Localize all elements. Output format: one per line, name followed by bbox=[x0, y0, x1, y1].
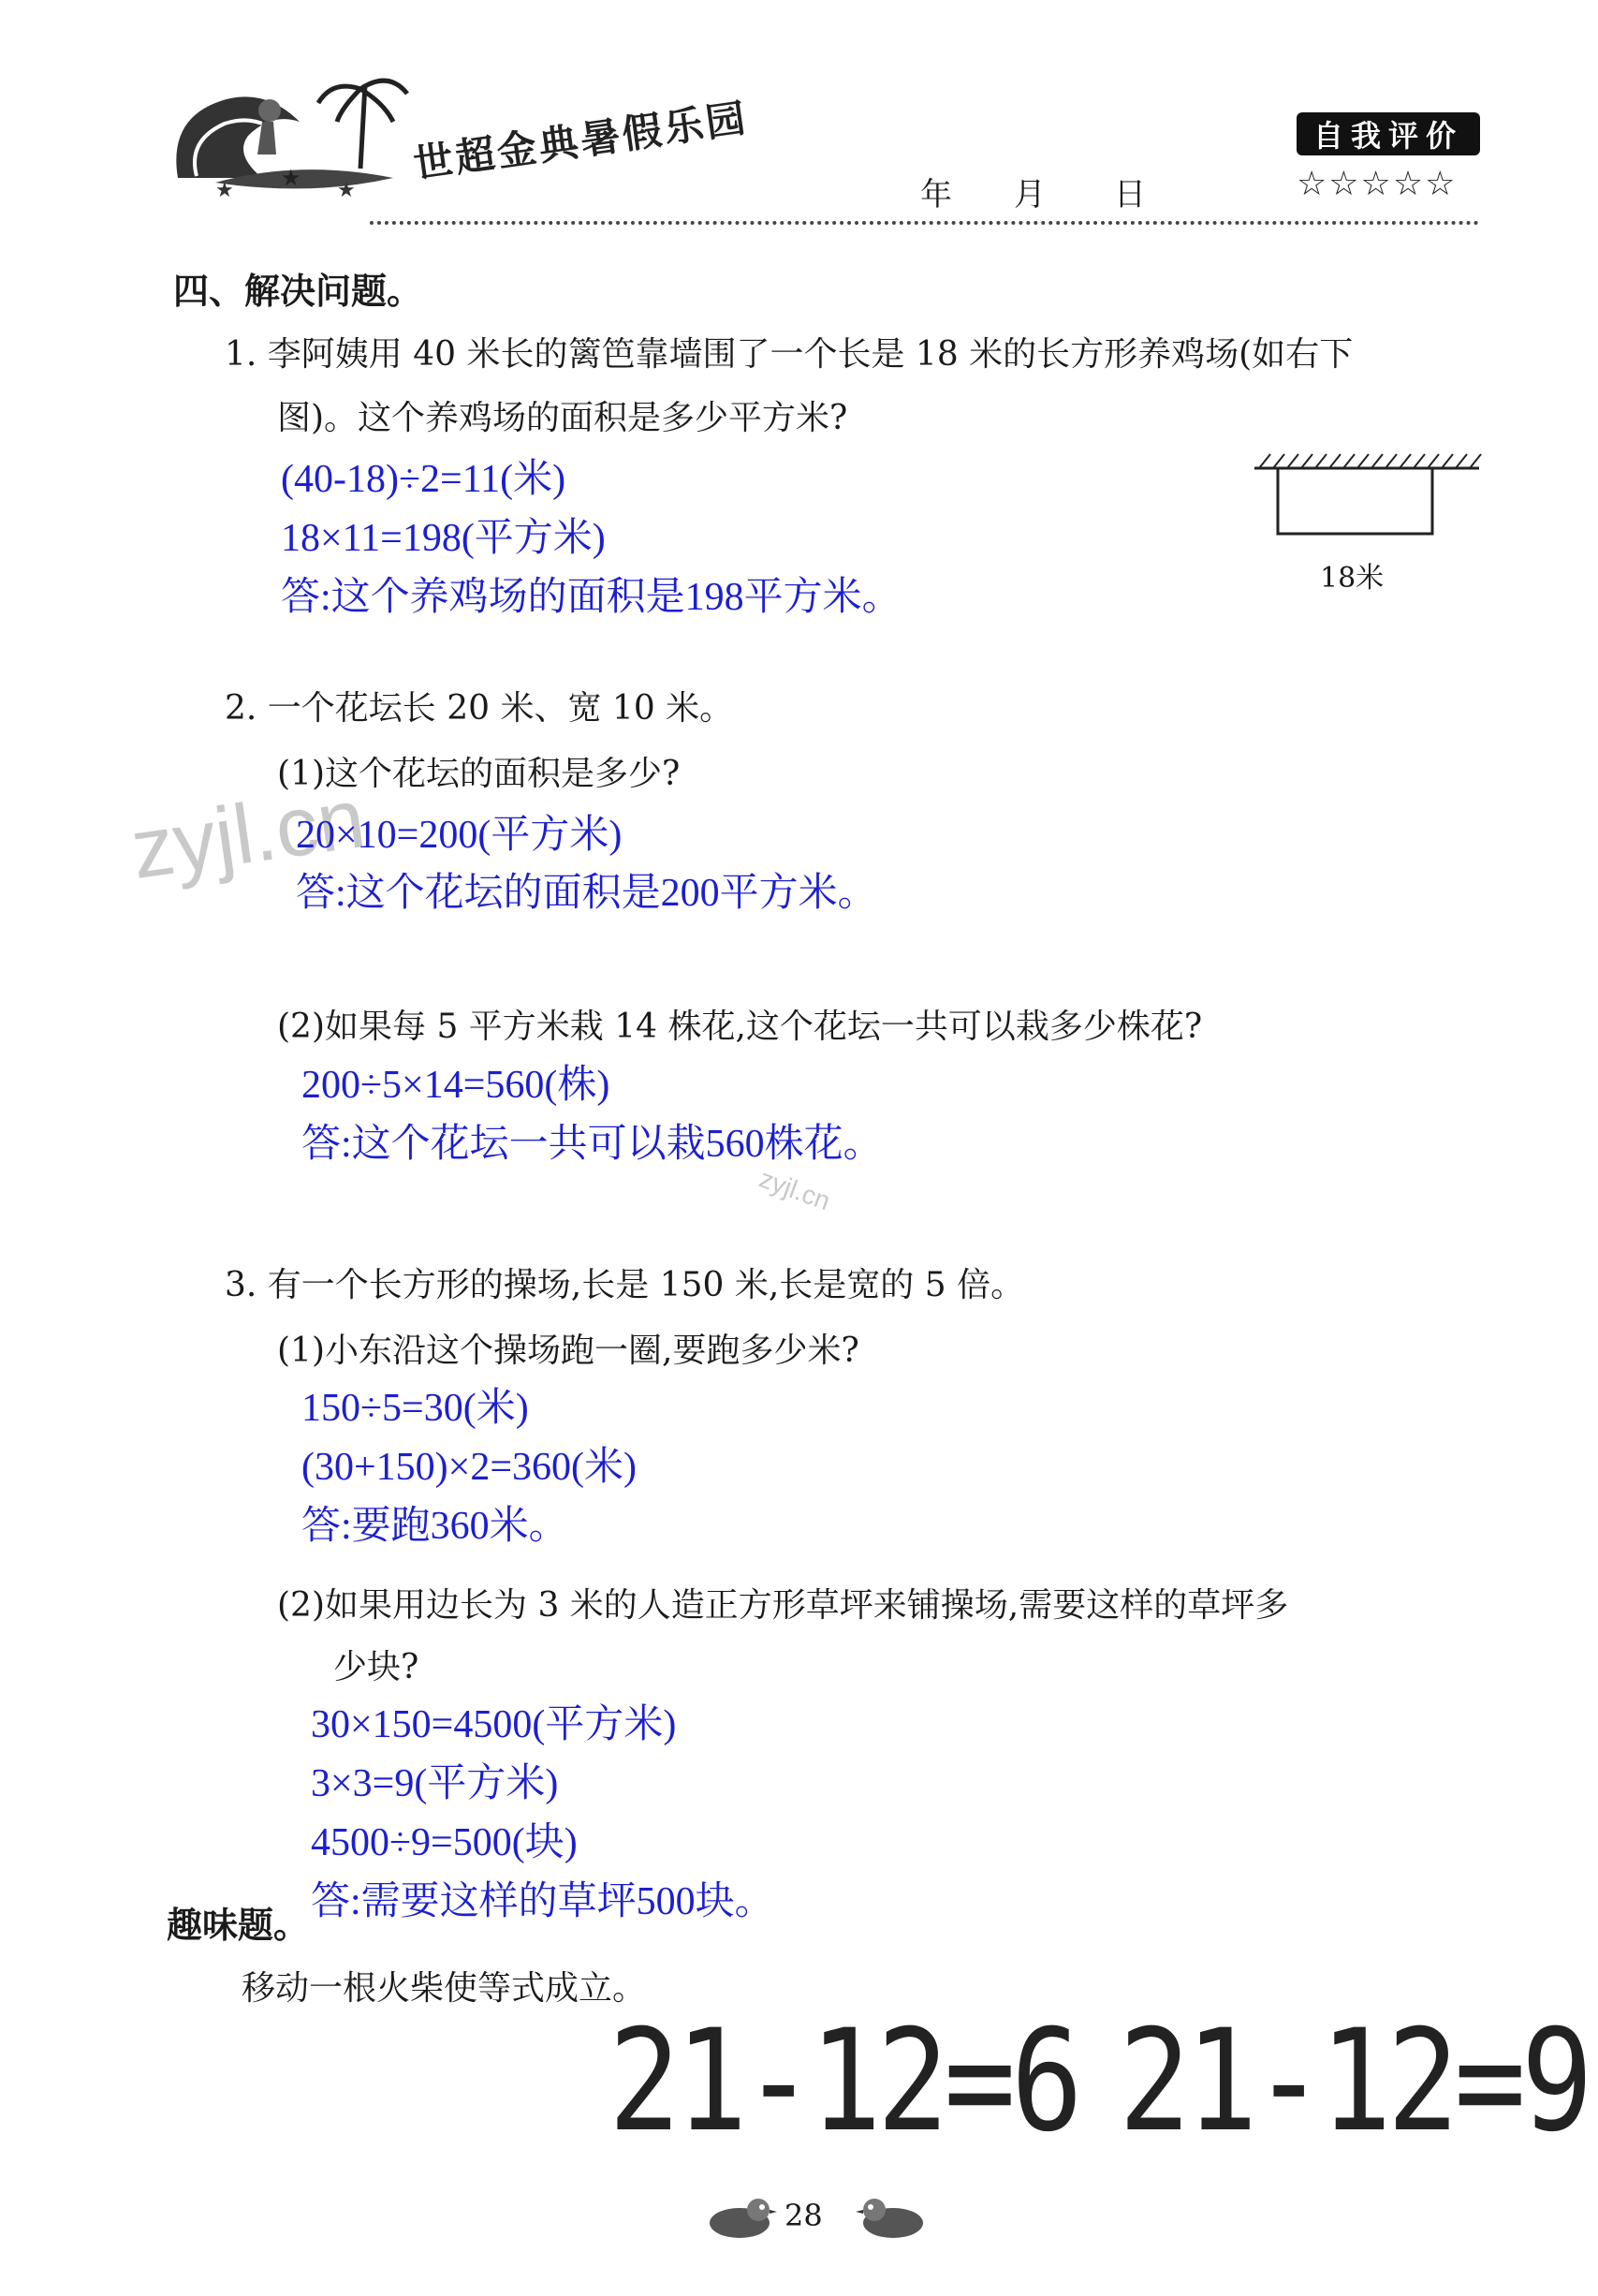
watermark-large: zyjl.cn bbox=[125, 772, 371, 897]
fun-problem-title: 趣味题。 bbox=[167, 1904, 310, 1946]
problem-1-question-line1: 1. 李阿姨用 40 米长的篱笆靠墙围了一个长是 18 米的长方形养鸡场(如右下 bbox=[225, 335, 1354, 374]
problem-3-sub2-question-line2: 少块? bbox=[333, 1648, 419, 1686]
matchstick-equation-original: 21-12=6 bbox=[608, 2000, 1078, 2163]
date-day-label: 日 bbox=[1114, 176, 1146, 213]
problem-3-sub2-question-line1: (2)如果用边长为 3 米的人造正方形草坪来铺操场,需要这样的草坪多 bbox=[277, 1586, 1289, 1625]
svg-text:★: ★ bbox=[337, 179, 356, 202]
date-year-label: 年 bbox=[920, 176, 952, 213]
problem-1-answer-final: 答:这个养鸡场的面积是198平方米。 bbox=[281, 576, 902, 619]
self-eval-label: 自我评价 bbox=[1297, 112, 1480, 155]
self-eval-stars: ☆☆☆☆☆ bbox=[1297, 165, 1458, 203]
svg-text:★: ★ bbox=[215, 179, 234, 202]
matchstick-equation-solution: 21-12=9 bbox=[1119, 2000, 1589, 2163]
section-title: 四、解决问题。 bbox=[173, 270, 423, 312]
problem-2-sub2-answer-step1: 200÷5×14=560(株) bbox=[301, 1064, 610, 1107]
problem-3-sub2-answer-step3: 4500÷9=500(块) bbox=[311, 1821, 578, 1864]
chicken-farm-figure bbox=[1250, 449, 1484, 552]
date-month-label: 月 bbox=[1014, 176, 1046, 213]
problem-2-sub2-answer-final: 答:这个花坛一共可以栽560株花。 bbox=[301, 1123, 883, 1166]
bird-left-icon bbox=[704, 2191, 779, 2243]
svg-text:★: ★ bbox=[281, 165, 301, 191]
problem-2-sub1-question: (1)这个花坛的面积是多少? bbox=[277, 755, 681, 793]
problem-3-question: 3. 有一个长方形的操场,长是 150 米,长是宽的 5 倍。 bbox=[225, 1266, 1025, 1304]
problem-3-sub1-answer-step2: (30+150)×2=360(米) bbox=[301, 1446, 638, 1489]
page-number: 28 bbox=[784, 2198, 823, 2233]
problem-3-sub2-answer-step2: 3×3=9(平方米) bbox=[311, 1762, 559, 1805]
chicken-farm-length-label: 18米 bbox=[1320, 562, 1385, 595]
header-divider bbox=[370, 221, 1479, 225]
fun-problem-instruction: 移动一根火柴使等式成立。 bbox=[242, 1969, 647, 2008]
problem-1-answer-step1: (40-18)÷2=11(米) bbox=[281, 458, 566, 501]
watermark-small: zyjl.cn bbox=[755, 1163, 834, 1216]
series-title: 世超金典暑假乐园 bbox=[410, 95, 752, 187]
problem-1-answer-step2: 18×11=198(平方米) bbox=[281, 517, 606, 560]
series-logo-icon bbox=[159, 66, 440, 206]
problem-2-sub1-answer-step1: 20×10=200(平方米) bbox=[296, 814, 623, 857]
problem-2-sub2-question: (2)如果每 5 平方米栽 14 株花,这个花坛一共可以栽多少株花? bbox=[277, 1008, 1203, 1046]
problem-3-sub2-answer-step1: 30×150=4500(平方米) bbox=[311, 1703, 677, 1746]
problem-3-sub1-question: (1)小东沿这个操场跑一圈,要跑多少米? bbox=[277, 1332, 859, 1370]
bird-right-icon bbox=[854, 2191, 929, 2243]
problem-2-sub1-answer-final: 答:这个花坛的面积是200平方米。 bbox=[296, 872, 877, 915]
problem-3-sub2-answer-final: 答:需要这样的草坪500块。 bbox=[311, 1880, 774, 1923]
problem-3-sub1-answer-final: 答:要跑360米。 bbox=[301, 1505, 568, 1548]
problem-3-sub1-answer-step1: 150÷5=30(米) bbox=[301, 1387, 529, 1430]
problem-2-question: 2. 一个花坛长 20 米、宽 10 米。 bbox=[225, 689, 734, 728]
problem-1-question-line2: 图)。这个养鸡场的面积是多少平方米? bbox=[277, 399, 848, 437]
